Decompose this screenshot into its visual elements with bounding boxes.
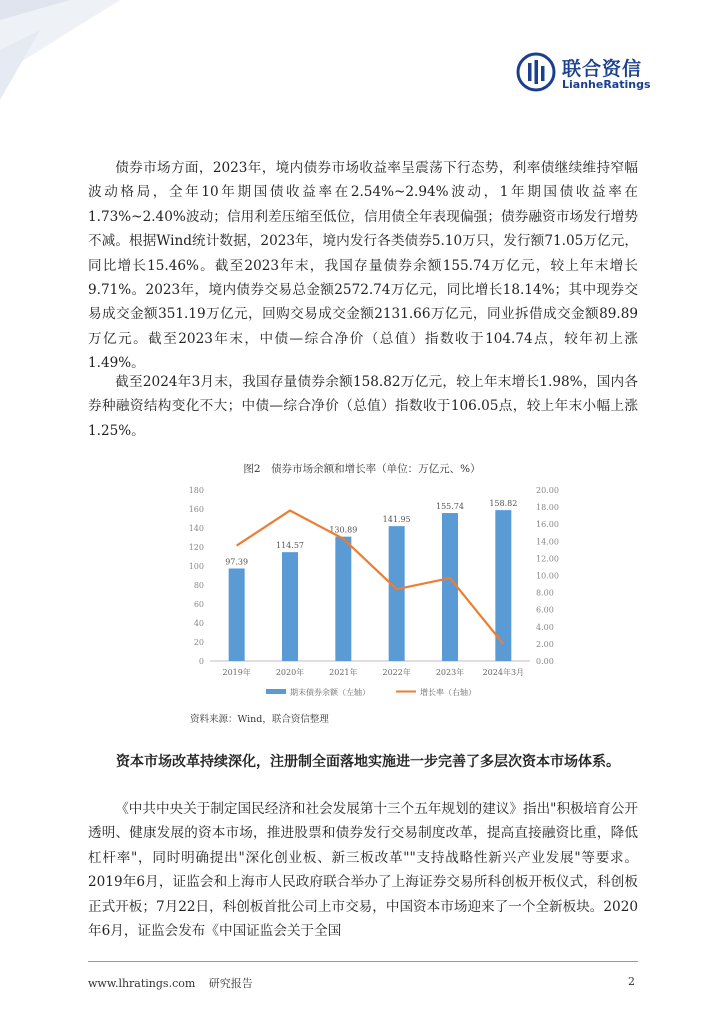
x-tick-label: 2024年3月 xyxy=(482,668,525,677)
y-left-tick-label: 80 xyxy=(193,581,204,590)
bar-data-label: 141.95 xyxy=(382,515,411,525)
footer-divider xyxy=(88,961,638,962)
figure-title: 图2 债券市场余额和增长率（单位：万亿元、%） xyxy=(243,463,481,475)
y-left-tick-label: 40 xyxy=(193,619,204,628)
paragraph-bond-market-2024: 截至2024年3月末，我国存量债券余额158.82万亿元，较上年末增长1.98%，国内各券种融资结构变化不大；中债—综合净价（总值）指数收于106.05点，较上年末小幅上涨1.25%。 xyxy=(88,374,638,439)
y-right-tick-label: 14.00 xyxy=(536,537,559,547)
legend-label-balance: 期末债券余额（左轴） xyxy=(290,688,370,697)
y-left-tick-label: 120 xyxy=(188,543,204,552)
bond-market-chart xyxy=(170,478,570,718)
company-logo xyxy=(516,52,651,96)
y-right-tick-label: 6.00 xyxy=(536,605,554,615)
x-tick-label: 2022年 xyxy=(382,668,411,677)
bar xyxy=(335,537,351,661)
bar-data-label: 97.39 xyxy=(225,557,249,567)
x-tick-label: 2023年 xyxy=(435,668,465,677)
bar-data-label: 130.89 xyxy=(329,525,358,535)
bar xyxy=(229,568,245,661)
y-left-tick-label: 180 xyxy=(188,486,204,495)
y-left-tick-label: 140 xyxy=(188,524,204,533)
y-right-tick-label: 12.00 xyxy=(536,554,559,564)
x-tick-label: 2021年 xyxy=(329,668,358,677)
bar xyxy=(282,552,298,661)
section-heading: 资本市场改革持续深化，注册制全面落地实施进一步完善了多层次资本市场体系。 xyxy=(116,754,620,770)
y-left-tick-label: 160 xyxy=(188,505,204,514)
x-tick-label: 2019年 xyxy=(222,668,251,677)
paragraph-bond-market: 债券市场方面，2023年，境内债券市场收益率呈震荡下行态势，利率债继续维持窄幅波动格局，全年10年期国债收益率在2.54%~2.94%波动，1年期国债收益率在1.73%~2.40%波动；信用利差压缩至低位，信用债全年表现偏强；债券融资市场发行增势不减。根据Wind统计数据，2023年，境内发行各类债券5.10万只，发行额71.05万亿元，同比增长15.46%。截至2023年末，我国存量债券余额155.74万亿元，较上年末增长9.71%。2023年，境内债券交易总金额2572.74万亿元，同比增长18.14%；其中现券交易成交金额351.19万亿元，回购交易成交金额2131.66万亿元，同业拆借成交金额89.89万亿元。截至2023年末，中债—综合净价（总值）指数收于104.74点，较年初上涨1.49%。 xyxy=(88,160,638,372)
bar-data-label: 155.74 xyxy=(436,502,464,512)
y-right-tick-label: 0.00 xyxy=(536,657,554,666)
bar xyxy=(442,513,458,661)
corner-decoration xyxy=(0,0,120,110)
y-left-tick-label: 20 xyxy=(193,638,204,647)
y-right-tick-label: 18.00 xyxy=(536,503,559,513)
y-right-tick-label: 2.00 xyxy=(536,639,554,649)
bar-data-label: 114.57 xyxy=(276,541,304,551)
footer-info xyxy=(88,975,253,991)
y-left-tick-label: 100 xyxy=(188,562,204,571)
y-right-tick-label: 10.00 xyxy=(536,571,559,581)
logo-text-en: LianheRatings xyxy=(562,78,651,91)
legend-label-growth: 增长率（右轴） xyxy=(420,688,476,697)
y-left-tick-label: 0 xyxy=(198,657,204,666)
x-tick-label: 2020年 xyxy=(275,668,305,677)
y-right-tick-label: 20.00 xyxy=(536,486,559,495)
legend-swatch-balance xyxy=(266,689,286,694)
bar-data-label: 158.82 xyxy=(489,499,518,509)
y-left-tick-label: 60 xyxy=(193,600,204,609)
paragraph-capital-market: 《中共中央关于制定国民经济和社会发展第十三个五年规划的建议》指出"积极培育公开透明、健康发展的资本市场，推进股票和债券发行交易制度改革，提高直接融资比重，降低杠杆率"，同时明确提出"深化创业板、新三板改革""支持战略性新兴产业发展"等要求。2019年6月，证监会和上海市人民政府联合举办了上海证券交易所科创板开板仪式，科创板正式开板；7月22日，科创板首批公司上市交易，中国资本市场迎来了一个全新板块。2020年6月，证监会发布《中国证监会关于全国 xyxy=(88,801,638,940)
footer-doc-type: 研究报告 xyxy=(208,977,253,990)
y-right-tick-label: 16.00 xyxy=(536,520,559,530)
logo-text-cn: 联合资信 xyxy=(562,58,643,80)
growth-rate-line xyxy=(237,511,504,644)
y-right-tick-label: 8.00 xyxy=(536,588,554,598)
bar xyxy=(389,526,405,661)
logo-mark-icon xyxy=(516,52,556,92)
page-number: 2 xyxy=(628,975,635,988)
footer-website[interactable]: www.lhratings.com xyxy=(88,977,196,990)
y-right-tick-label: 4.00 xyxy=(536,622,554,632)
figure-source: 资料来源：Wind，联合资信整理 xyxy=(190,714,329,725)
